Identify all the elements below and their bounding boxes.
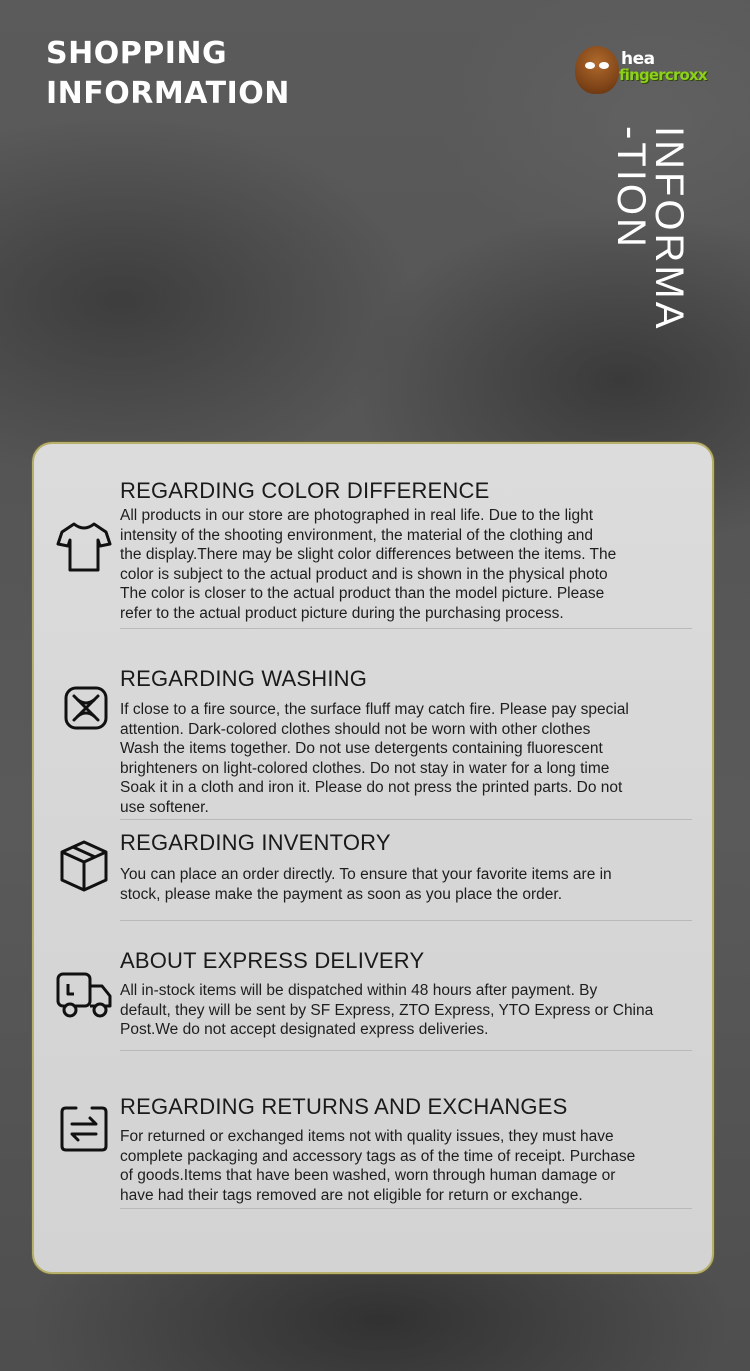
section-heading: REGARDING WASHING (120, 666, 368, 691)
no-wash-icon (54, 678, 114, 738)
page-title (46, 34, 326, 114)
mascot-icon (575, 46, 619, 94)
section-divider (120, 819, 692, 820)
title-line-1: SHOPPING (46, 36, 228, 71)
section-body: If close to a fire source, the surface fluff may catch fire. Please pay special attention. Dark-colored clothes should not be worn with other clothes Wash the items together. Do not use detergents containing fluorescent brighteners on light-colored clothes. Do not stay in water for a long time Soak it in a cloth and iron it. Please do not press the printed parts. Do not use softener. (120, 701, 629, 816)
section-body: For returned or exchanged items not with quality issues, they must have complete packaging and accessory tags as of the time of receipt. Purchase of goods.Items that have been washed, worn through human damage or have had their tags removed are not eligible for return or exchange. (120, 1128, 636, 1204)
vertical-title-line-2: -TION (609, 126, 653, 250)
section-body: All products in our store are photographed in real life. Due to the light intensity of the shooting environment, the material of the clothing and the display.There may be slight color differences between the items. The color is subject to the actual product and is shown in the physical photo The color is closer to the actual product than the model picture. Please refer to the actual product picture during the purchasing process. (120, 507, 617, 622)
vertical-title-line-1: INFORMA (647, 126, 691, 332)
exchange-icon (54, 1098, 114, 1158)
box-icon (54, 836, 114, 896)
logo-text-top: hea (621, 49, 655, 69)
brand-logo (575, 46, 725, 94)
logo-text-bottom: fingercroxx (619, 66, 707, 84)
info-panel (32, 442, 714, 1274)
section-body: You can place an order directly. To ensure that your favorite items are in stock, please make the payment as soon as you place the order. (120, 866, 612, 903)
section-heading: REGARDING INVENTORY (120, 830, 391, 855)
section-divider (120, 920, 692, 921)
delivery-truck-icon (54, 964, 114, 1024)
title-line-2: INFORMATION (46, 76, 290, 111)
section-divider (120, 1050, 692, 1051)
section-heading: REGARDING COLOR DIFFERENCE (120, 478, 490, 503)
section-divider (120, 1208, 692, 1209)
vertical-title (608, 126, 691, 332)
section-heading: ABOUT EXPRESS DELIVERY (120, 948, 425, 973)
section-body: All in-stock items will be dispatched within 48 hours after payment. By default, they will be sent by SF Express, ZTO Express, YTO Express or China Post.We do not accept designated express deliveries. (120, 982, 654, 1038)
section-divider (120, 628, 692, 629)
section-heading: REGARDING RETURNS AND EXCHANGES (120, 1094, 568, 1119)
tshirt-icon (54, 516, 114, 576)
